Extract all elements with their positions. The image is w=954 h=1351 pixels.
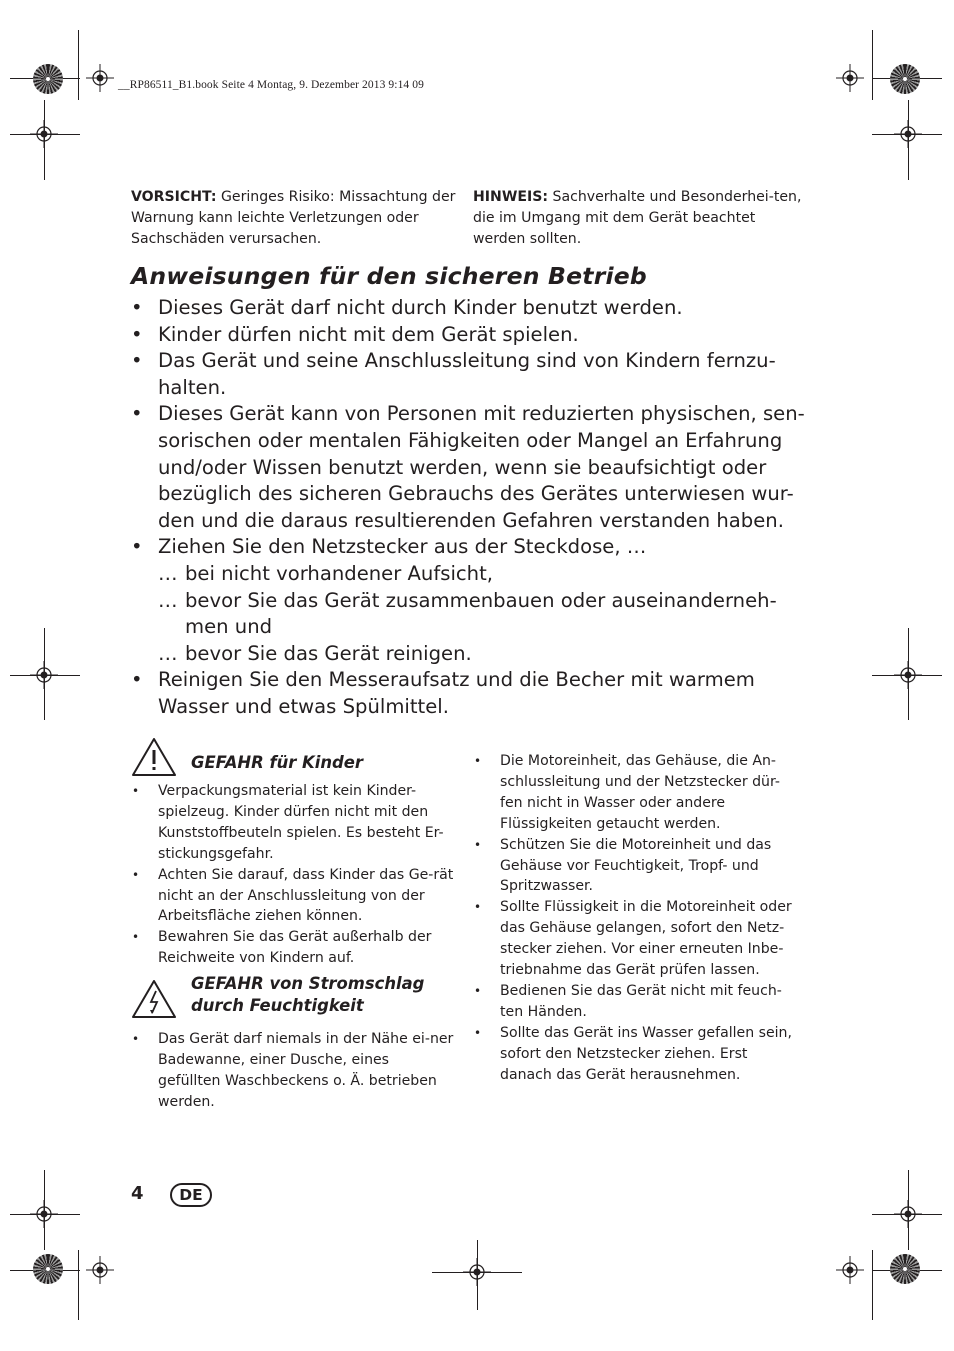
sub-list-item [131, 561, 811, 588]
color-wheel-icon [33, 1254, 63, 1284]
sub-list-item [131, 641, 811, 668]
list-item [131, 534, 811, 561]
registration-mark-icon [894, 120, 922, 148]
registration-mark-icon [86, 1256, 114, 1284]
ellipsis: … [158, 561, 178, 585]
bullet: • [474, 983, 482, 998]
bullet: • [474, 1025, 482, 1040]
crop-line [78, 1250, 79, 1320]
color-wheel-icon [890, 1254, 920, 1284]
list-item-text: Das Gerät und seine Anschlussleitung sind von Kindern fernzu-halten. [158, 349, 776, 399]
right-warning-column [473, 751, 799, 1086]
list-item-text: Sollte Flüssigkeit in die Motoreinheit oder das Gehäuse gelangen, sofort den Netz-stecker ziehen. Vor einer erneuten Inbe-triebnahme das Gerät prüfen lassen. [500, 899, 792, 979]
list-item [473, 1023, 799, 1086]
sub-list-item-text: bei nicht vorhandener Aufsicht, [185, 561, 493, 585]
list-item [473, 897, 799, 981]
list-item [131, 865, 455, 928]
page-number: 4 [131, 1183, 144, 1204]
children-warning-list [131, 781, 455, 969]
bullet: • [132, 867, 140, 882]
bullet: • [131, 296, 143, 319]
crop-line [872, 30, 873, 100]
bullet: • [131, 402, 143, 426]
hint-text: Sachverhalte und Besonderhei-ten, die im Umgang mit dem Gerät beachtet werden sollten. [473, 189, 802, 247]
registration-mark-icon [86, 64, 114, 92]
hint-label: HINWEIS: [473, 189, 549, 205]
list-item-text: Kinder dürfen nicht mit dem Gerät spielen. [158, 322, 579, 346]
registration-mark-icon [463, 1258, 491, 1286]
list-item [131, 295, 811, 322]
ellipsis: … [158, 588, 178, 612]
color-wheel-icon [890, 64, 920, 94]
registration-mark-icon [30, 120, 58, 148]
electric-warning-header [131, 971, 455, 1029]
language-badge: DE [170, 1183, 212, 1207]
bullet: • [131, 535, 143, 559]
registration-mark-icon [30, 661, 58, 689]
electric-shock-warning-icon [131, 979, 177, 1019]
registration-mark-icon [894, 661, 922, 689]
list-item-text: Dieses Gerät darf nicht durch Kinder benutzt werden. [158, 296, 683, 319]
list-item-text: Die Motoreinheit, das Gehäuse, die An-schlussleitung und der Netzstecker dür-fen nicht in Wasser oder andere Flüssigkeiten getaucht werden. [500, 753, 780, 832]
registration-mark-icon [836, 1256, 864, 1284]
caution-text: Geringes Risiko: Missachtung der Warnung kann leichte Verletzungen oder Sachschäden verursachen. [131, 189, 456, 247]
list-item [131, 667, 811, 720]
electric-warning-list [131, 1029, 455, 1113]
list-item-text: Ziehen Sie den Netzstecker aus der Steckdose, … [158, 535, 647, 559]
crop-line [78, 30, 79, 100]
bullet: • [474, 837, 482, 852]
bullet: • [131, 668, 143, 692]
warning-triangle-icon [131, 737, 177, 777]
electric-warning-title-line2: durch Feuchtigkeit [191, 996, 364, 1016]
ellipsis: … [158, 641, 178, 665]
crop-line [872, 1250, 873, 1320]
book-info-line: __RP86511_B1.book Seite 4 Montag, 9. Dezember 2013 9:14 09 [118, 79, 424, 91]
list-item-text: Verpackungsmaterial ist kein Kinder-spielzeug. Kinder dürfen nicht mit den Kunststoffbeuteln spielen. Es besteht Er-stickungsgefahr. [158, 783, 444, 862]
registration-mark-icon [30, 1200, 58, 1228]
caution-note [131, 187, 463, 250]
bullet: • [132, 784, 140, 798]
list-item [131, 781, 455, 865]
bullet: • [474, 900, 482, 915]
list-item-text: Achten Sie darauf, dass Kinder das Ge-rät nicht an der Anschlussleitung von der Arbeitsfläche ziehen können. [158, 866, 454, 925]
list-item [473, 981, 799, 1023]
list-item-text: Bewahren Sie das Gerät außerhalb der Reichweite von Kindern auf. [158, 929, 432, 967]
electric-warning-title [191, 973, 424, 1017]
list-item-text: Das Gerät darf niemals in der Nähe ei-ner Badewanne, einer Dusche, eines gefüllten Waschbeckens o. Ä. betrieben werden. [158, 1031, 454, 1110]
bullet: • [131, 322, 143, 346]
bullet: • [474, 754, 482, 768]
children-warning-header [131, 737, 455, 781]
list-item-text: Reinigen Sie den Messeraufsatz und die Becher mit warmem Wasser und etwas Spülmittel. [158, 668, 755, 718]
electric-warning-title-line1: GEFAHR von Stromschlag [191, 974, 425, 994]
list-item [131, 927, 455, 969]
bullet: • [132, 930, 140, 945]
registration-mark-icon [894, 1200, 922, 1228]
left-warning-column [131, 737, 455, 1113]
caution-label: VORSICHT: [131, 189, 217, 205]
safety-instructions-list [131, 295, 811, 721]
list-item [131, 1029, 455, 1113]
list-item [473, 751, 799, 835]
sub-list-item [131, 588, 811, 641]
list-item-text: Bedienen Sie das Gerät nicht mit feuch-ten Händen. [500, 982, 782, 1020]
children-warning-title: GEFAHR für Kinder [191, 753, 363, 772]
bullet: • [132, 1032, 140, 1047]
registration-mark-icon [836, 64, 864, 92]
sub-list-item-text: bevor Sie das Gerät reinigen. [185, 641, 472, 665]
bullet: • [131, 349, 143, 373]
hint-note [473, 187, 805, 250]
color-wheel-icon [33, 64, 63, 94]
list-item [131, 322, 811, 349]
list-item-text: Sollte das Gerät ins Wasser gefallen sein, sofort den Netzstecker ziehen. Erst danach das Gerät herausnehmen. [500, 1024, 792, 1083]
list-item-text: Schützen Sie die Motoreinheit und das Gehäuse vor Feuchtigkeit, Tropf- und Spritzwasser. [500, 836, 772, 895]
list-item [131, 348, 811, 401]
sub-list-item-text: bevor Sie das Gerät zusammenbauen oder auseinanderneh-men und [185, 588, 777, 639]
list-item-text: Dieses Gerät kann von Personen mit reduzierten physischen, sen-sorischen oder mentalen Fähigkeiten oder Mangel an Erfahrung und/oder Wissen benutzt werden, wenn sie beaufsichtigt oder bezüglich des sicheren Gebrauchs des Gerätes unterwiesen wur-den und die daraus resultierenden Gefahren verstanden haben. [158, 402, 805, 532]
list-item [473, 835, 799, 898]
section-title: Anweisungen für den sicheren Betrieb [131, 262, 647, 290]
electric-warning-list-continued [473, 751, 799, 1086]
list-item [131, 401, 811, 534]
